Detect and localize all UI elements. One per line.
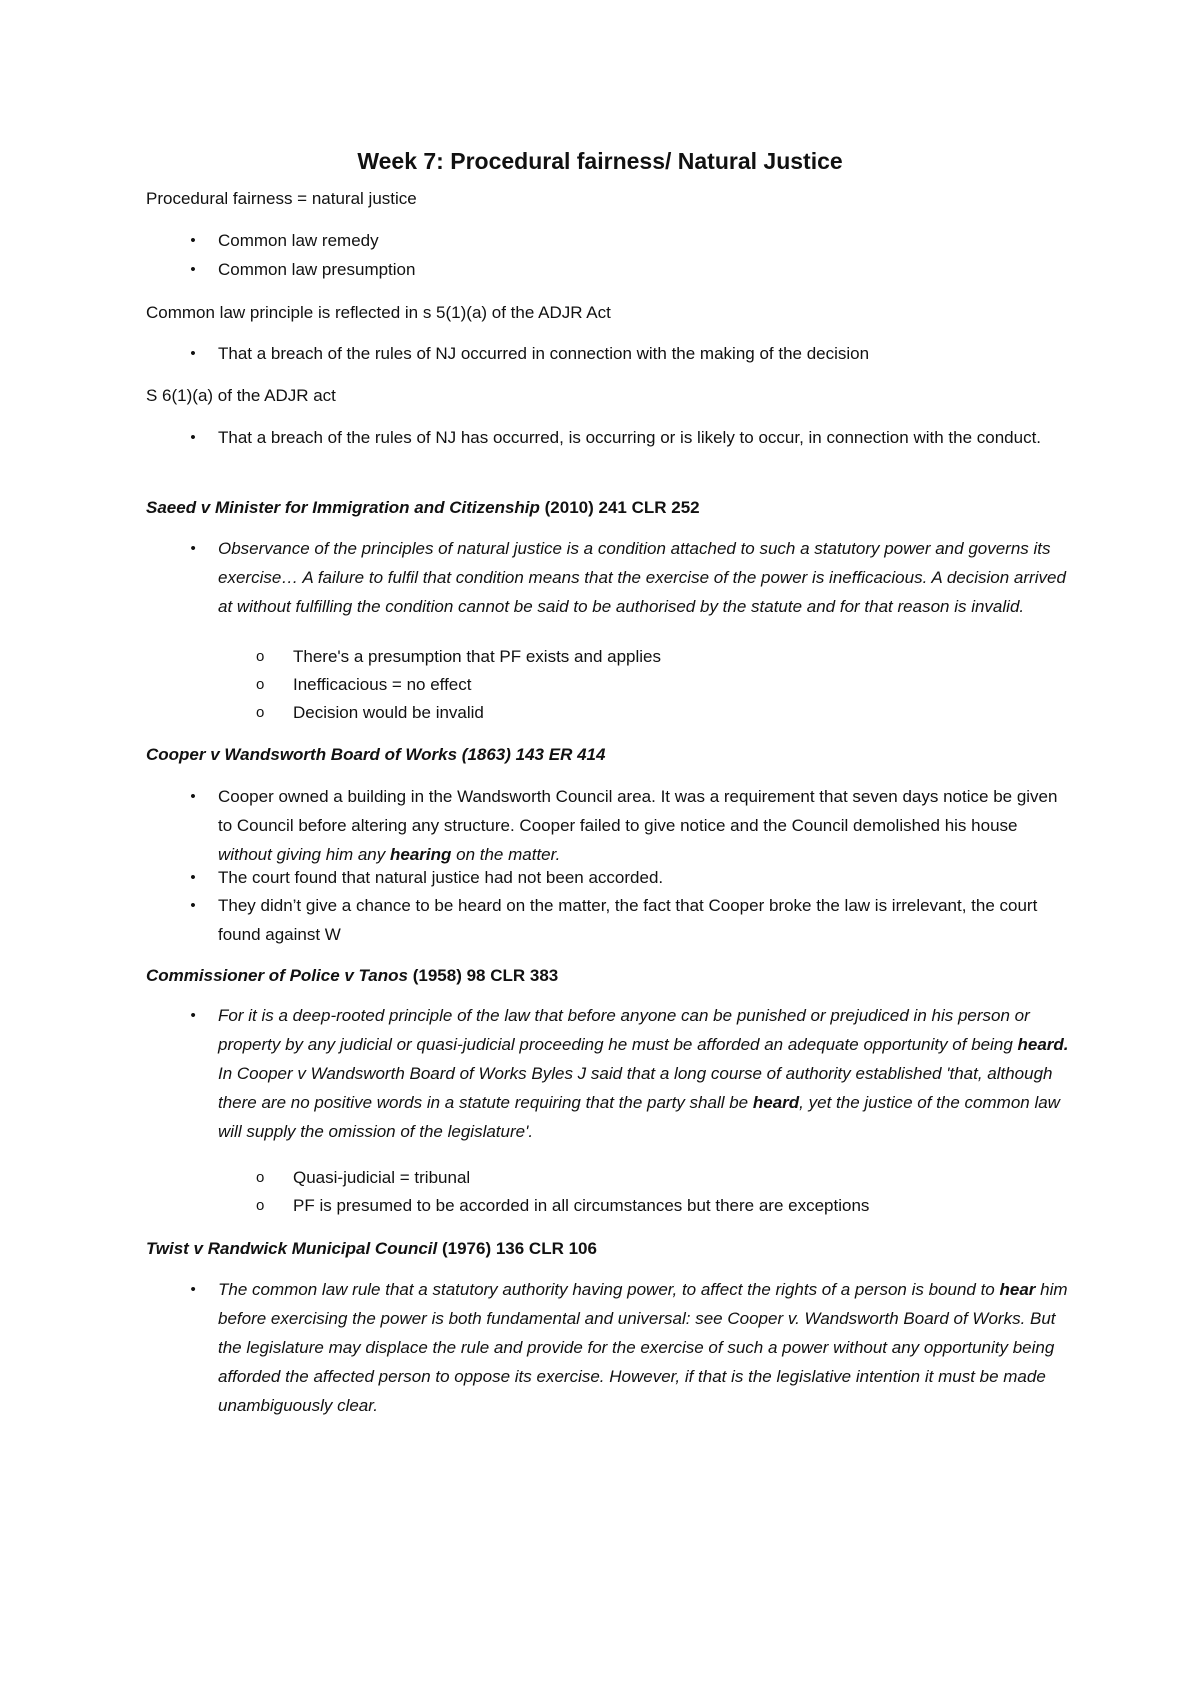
bullet-icon: •: [190, 1281, 196, 1298]
case-quote-saeed: • Observance of the principles of natural justice is a condition attached to such a statutory power and governs its exercise… A failure to fulfil that condition means that the exercise of the power is inefficacious. A decision arrived at without fulfilling the condition cannot be said to be authorised by the statute and for that reason is invalid.: [146, 534, 1076, 621]
s5-heading: Common law principle is reflected in s 5(1)(a) of the ADJR Act: [146, 303, 611, 322]
bullet-icon: •: [190, 345, 196, 362]
page-title: Week 7: Procedural fairness/ Natural Justice: [357, 148, 843, 174]
bullet-icon: •: [190, 261, 196, 278]
circle-bullet-icon: o: [256, 1169, 265, 1186]
bullet-icon: •: [190, 429, 196, 446]
list-item: • Common law presumption: [146, 255, 1076, 284]
case-heading-cooper: Cooper v Wandsworth Board of Works (1863) 143 ER 414: [146, 745, 606, 764]
sub-list-item: o Quasi-judicial = tribunal: [146, 1163, 1076, 1192]
sub-list-item: o Inefficacious = no effect: [146, 670, 1076, 699]
bullet-icon: •: [190, 232, 196, 249]
case-heading-saeed: Saeed v Minister for Immigration and Citizenship (2010) 241 CLR 252: [146, 498, 700, 517]
bullet-icon: •: [190, 869, 196, 886]
circle-bullet-icon: o: [256, 648, 265, 665]
sub-list-item: o There's a presumption that PF exists and applies: [146, 642, 1076, 671]
circle-bullet-icon: o: [256, 676, 265, 693]
case-heading-twist: Twist v Randwick Municipal Council (1976) 136 CLR 106: [146, 1239, 597, 1258]
intro-text: Procedural fairness = natural justice: [146, 189, 417, 208]
sub-list-item: o Decision would be invalid: [146, 698, 1076, 727]
list-item: • Cooper owned a building in the Wandsworth Council area. It was a requirement that seven days notice be given to Council before altering any structure. Cooper failed to give notice and the Council demolished his house without giving him any hearing on the matter.: [146, 782, 1076, 869]
circle-bullet-icon: o: [256, 1197, 265, 1214]
bullet-icon: •: [190, 788, 196, 805]
list-item: • The court found that natural justice had not been accorded.: [146, 863, 1076, 892]
case-quote-twist: • The common law rule that a statutory authority having power, to affect the rights of a person is bound to hear him before exercising the power is both fundamental and universal: see Cooper v. Wandsworth Board of Works. But the legislature may displace the rule and provide for the exercise of such a power without any opportunity being afforded the affected person to oppose its exercise. However, if that is the legislative intention it must be made unambiguously clear.: [146, 1275, 1076, 1420]
list-item: • Common law remedy: [146, 226, 1076, 255]
list-item: • That a breach of the rules of NJ occurred in connection with the making of the decision: [146, 339, 1076, 368]
list-item: • They didn’t give a chance to be heard on the matter, the fact that Cooper broke the law is irrelevant, the court found against W: [146, 891, 1076, 949]
bullet-icon: •: [190, 540, 196, 557]
list-item: • That a breach of the rules of NJ has occurred, is occurring or is likely to occur, in connection with the conduct.: [146, 423, 1076, 452]
case-quote-tanos: • For it is a deep-rooted principle of the law that before anyone can be punished or prejudiced in his person or property by any judicial or quasi-judicial proceeding he must be afforded an adequate opportunity of being heard. In Cooper v Wandsworth Board of Works Byles J said that a long course of authority established 'that, although there are no positive words in a statute requiring that the party shall be heard, yet the justice of the common law will supply the omission of the legislature'.: [146, 1001, 1076, 1146]
sub-list-item: o PF is presumed to be accorded in all circumstances but there are exceptions: [146, 1191, 1076, 1220]
bullet-icon: •: [190, 897, 196, 914]
case-heading-tanos: Commissioner of Police v Tanos (1958) 98 CLR 383: [146, 966, 559, 985]
circle-bullet-icon: o: [256, 704, 265, 721]
s6-heading: S 6(1)(a) of the ADJR act: [146, 386, 336, 405]
bullet-icon: •: [190, 1007, 196, 1024]
